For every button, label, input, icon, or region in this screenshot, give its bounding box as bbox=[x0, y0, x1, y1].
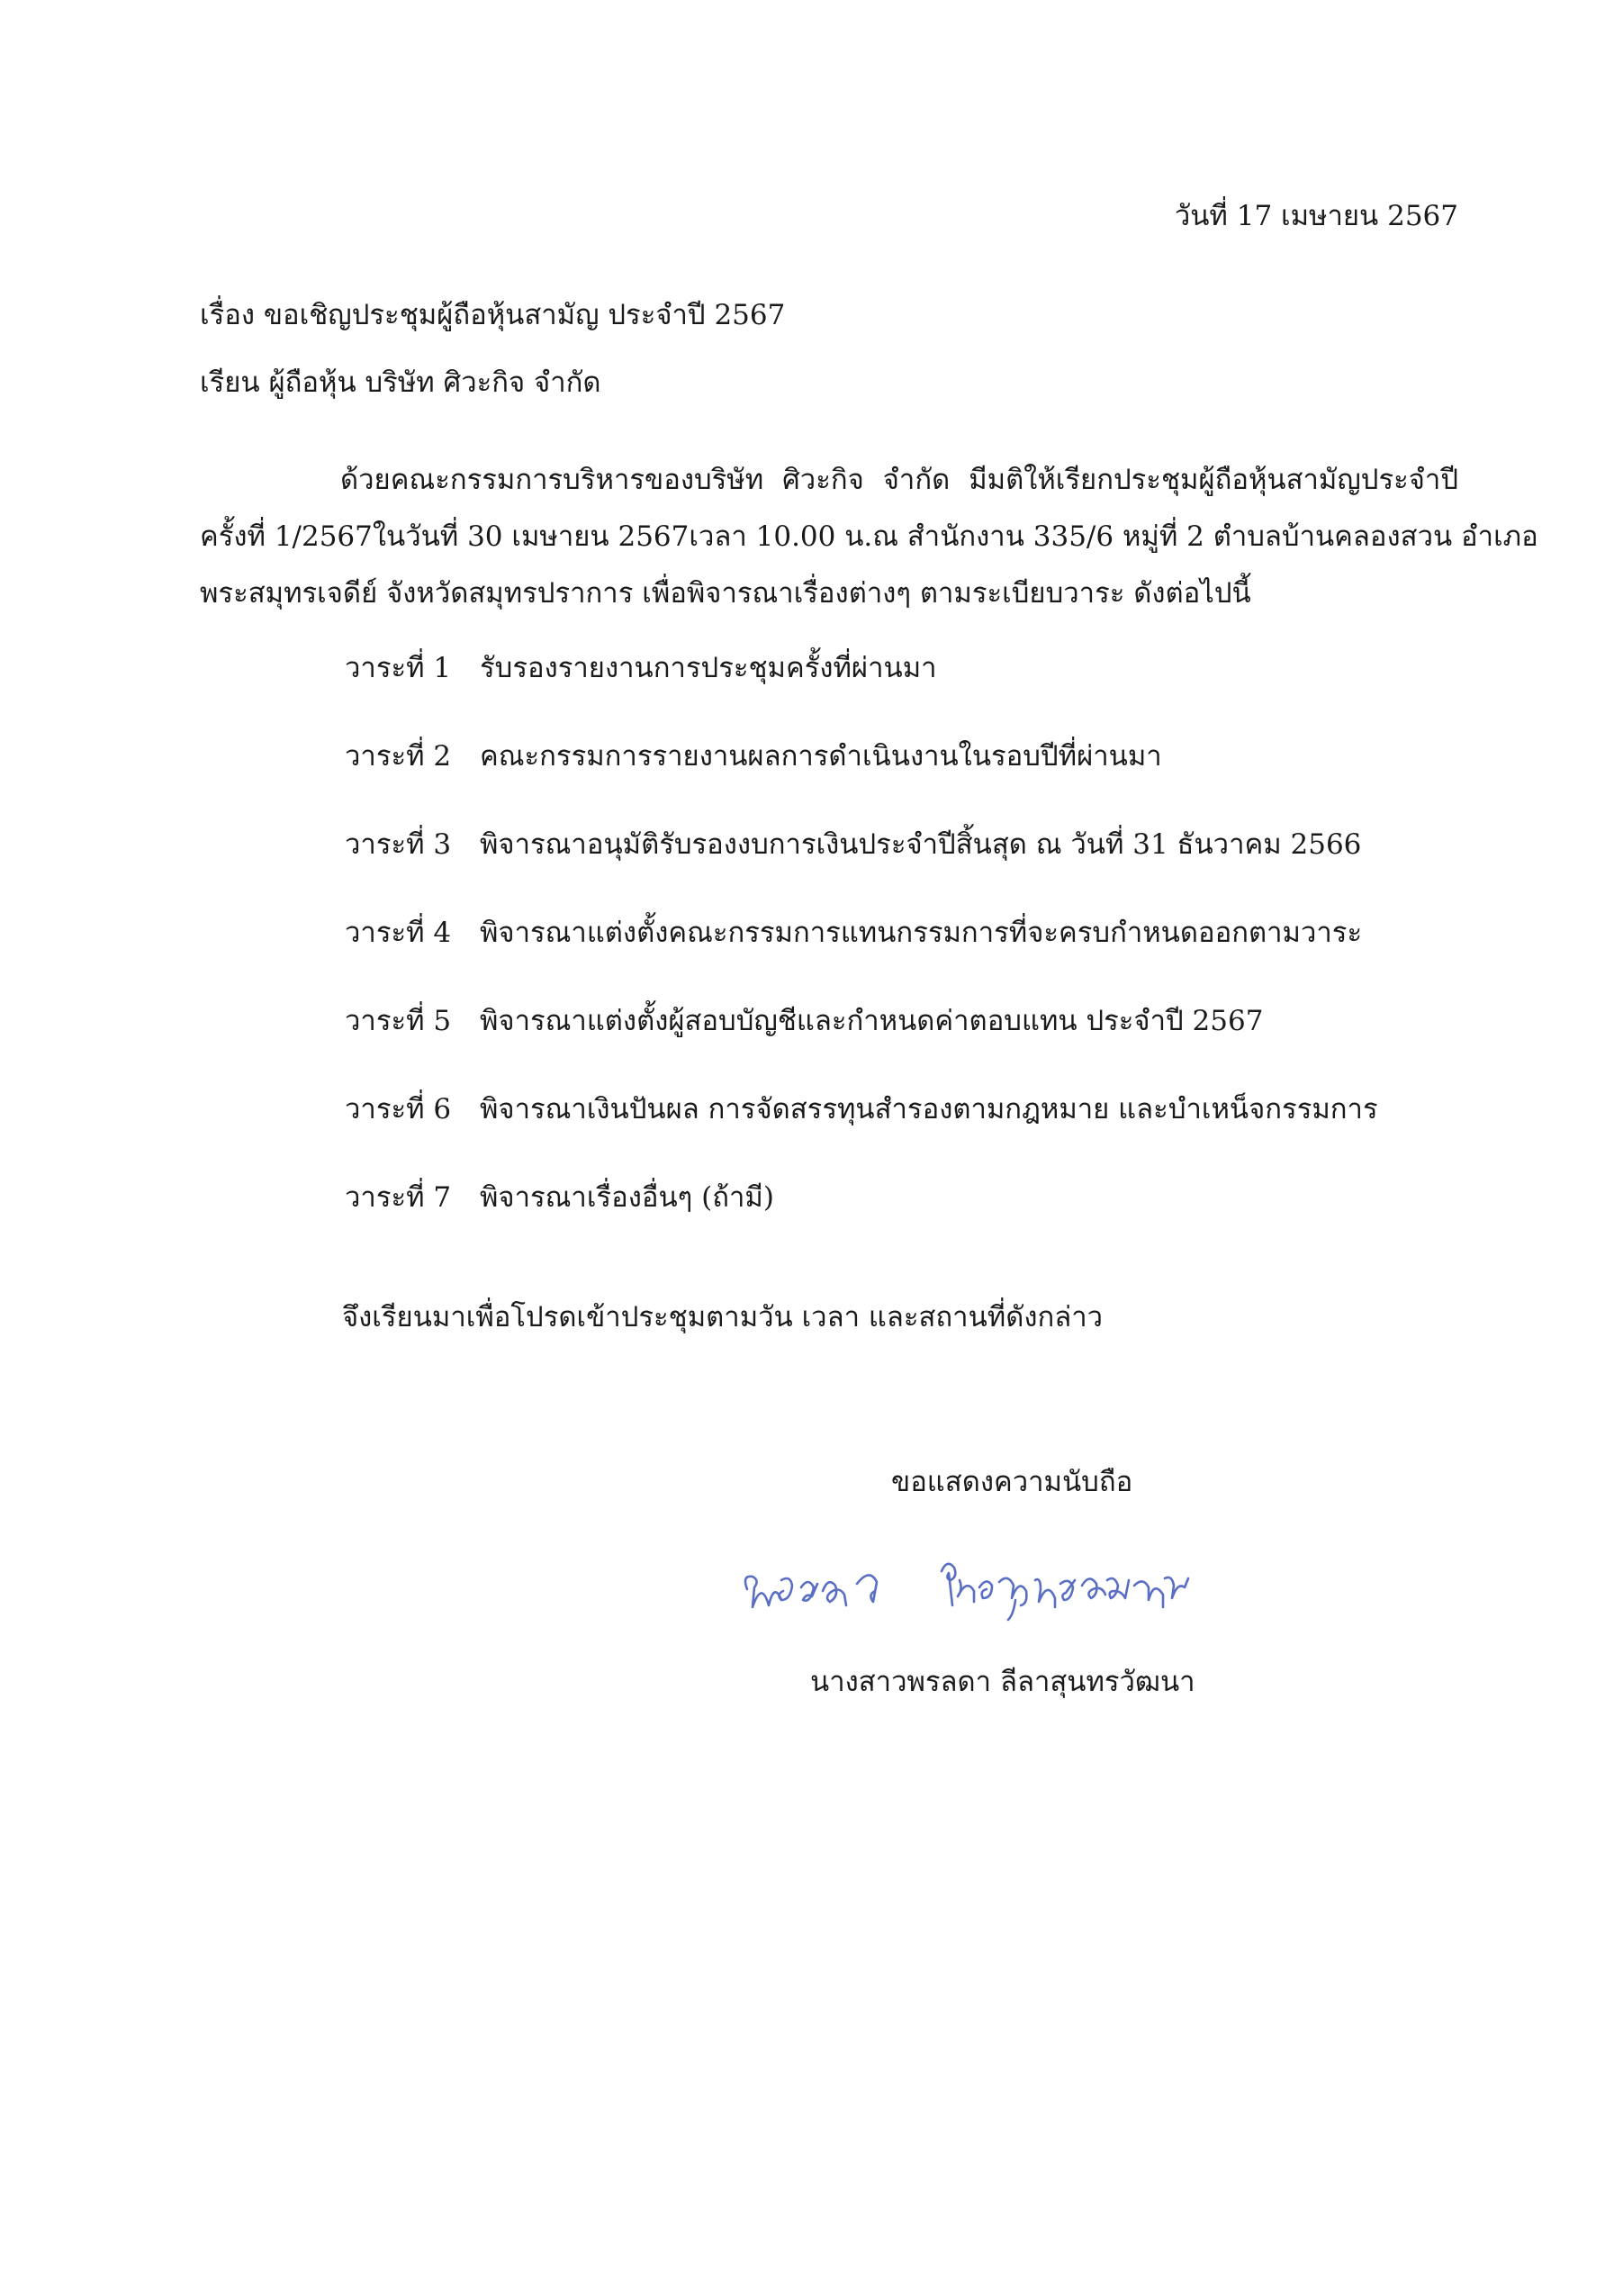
body-line-2: ครั้งที่ 1/2567ในวันที่ 30 เมษายน 2567เวลา 10.00 น.ณ สำนักงาน 335/6 หมู่ที่ 2 ตำบลบ้านคลองสวน อำเภอ bbox=[200, 520, 1538, 553]
agenda-number: วาระที่ 6 bbox=[345, 1093, 452, 1125]
agenda-text: พิจารณาแต่งตั้งคณะกรรมการแทนกรรมการที่จะครบกำหนดออกตามวาระ bbox=[480, 917, 1363, 949]
agenda-text: พิจารณาอนุมัติรับรองงบการเงินประจำปีสิ้นสุด ณ วันที่ 31 ธันวาคม 2566 bbox=[480, 828, 1362, 861]
agenda-text: พิจารณาแต่งตั้งผู้สอบบัญชีและกำหนดค่าตอบแทน ประจำปี 2567 bbox=[480, 1005, 1264, 1037]
body-line-3: พระสมุทรเจดีย์ จังหวัดสมุทรปราการ เพื่อพิจารณาเรื่องต่างๆ ตามระเบียบวาระ ดังต่อไปนี้ bbox=[200, 577, 1251, 610]
regards-text: ขอแสดงความนับถือ bbox=[891, 1466, 1133, 1498]
agenda-number: วาระที่ 5 bbox=[345, 1005, 452, 1037]
agenda-text: คณะกรรมการรายงานผลการดำเนินงานในรอบปีที่ผ่านมา bbox=[480, 740, 1162, 773]
letter-salutation: เรียน ผู้ถือหุ้น บริษัท ศิวะกิจ จำกัด bbox=[200, 366, 601, 399]
agenda-text: รับรองรายงานการประชุมครั้งที่ผ่านมา bbox=[480, 652, 937, 684]
letter-date: วันที่ 17 เมษายน 2567 bbox=[1174, 200, 1458, 232]
agenda-number: วาระที่ 7 bbox=[345, 1181, 452, 1214]
agenda-text: พิจารณาเรื่องอื่นๆ (ถ้ามี) bbox=[480, 1181, 774, 1214]
agenda-number: วาระที่ 2 bbox=[345, 740, 452, 773]
agenda-number: วาระที่ 1 bbox=[345, 652, 452, 684]
agenda-number: วาระที่ 3 bbox=[345, 828, 452, 861]
body-line-1: ด้วยคณะกรรมการบริหารของบริษัท ศิวะกิจ จำกัด มีมติให้เรียกประชุมผู้ถือหุ้นสามัญประจำปี bbox=[340, 464, 1458, 496]
handwritten-signature bbox=[729, 1535, 1287, 1634]
agenda-text: พิจารณาเงินปันผล การจัดสรรทุนสำรองตามกฎหมาย และบำเหน็จกรรมการ bbox=[480, 1093, 1378, 1125]
letter-subject: เรื่อง ขอเชิญประชุมผู้ถือหุ้นสามัญ ประจำปี 2567 bbox=[200, 299, 786, 331]
signer-name: นางสาวพรลดา ลีลาสุนทรวัฒนา bbox=[810, 1666, 1195, 1698]
closing-sentence: จึงเรียนมาเพื่อโปรดเข้าประชุมตามวัน เวลา และสถานที่ดังกล่าว bbox=[342, 1301, 1104, 1333]
agenda-number: วาระที่ 4 bbox=[345, 917, 452, 949]
